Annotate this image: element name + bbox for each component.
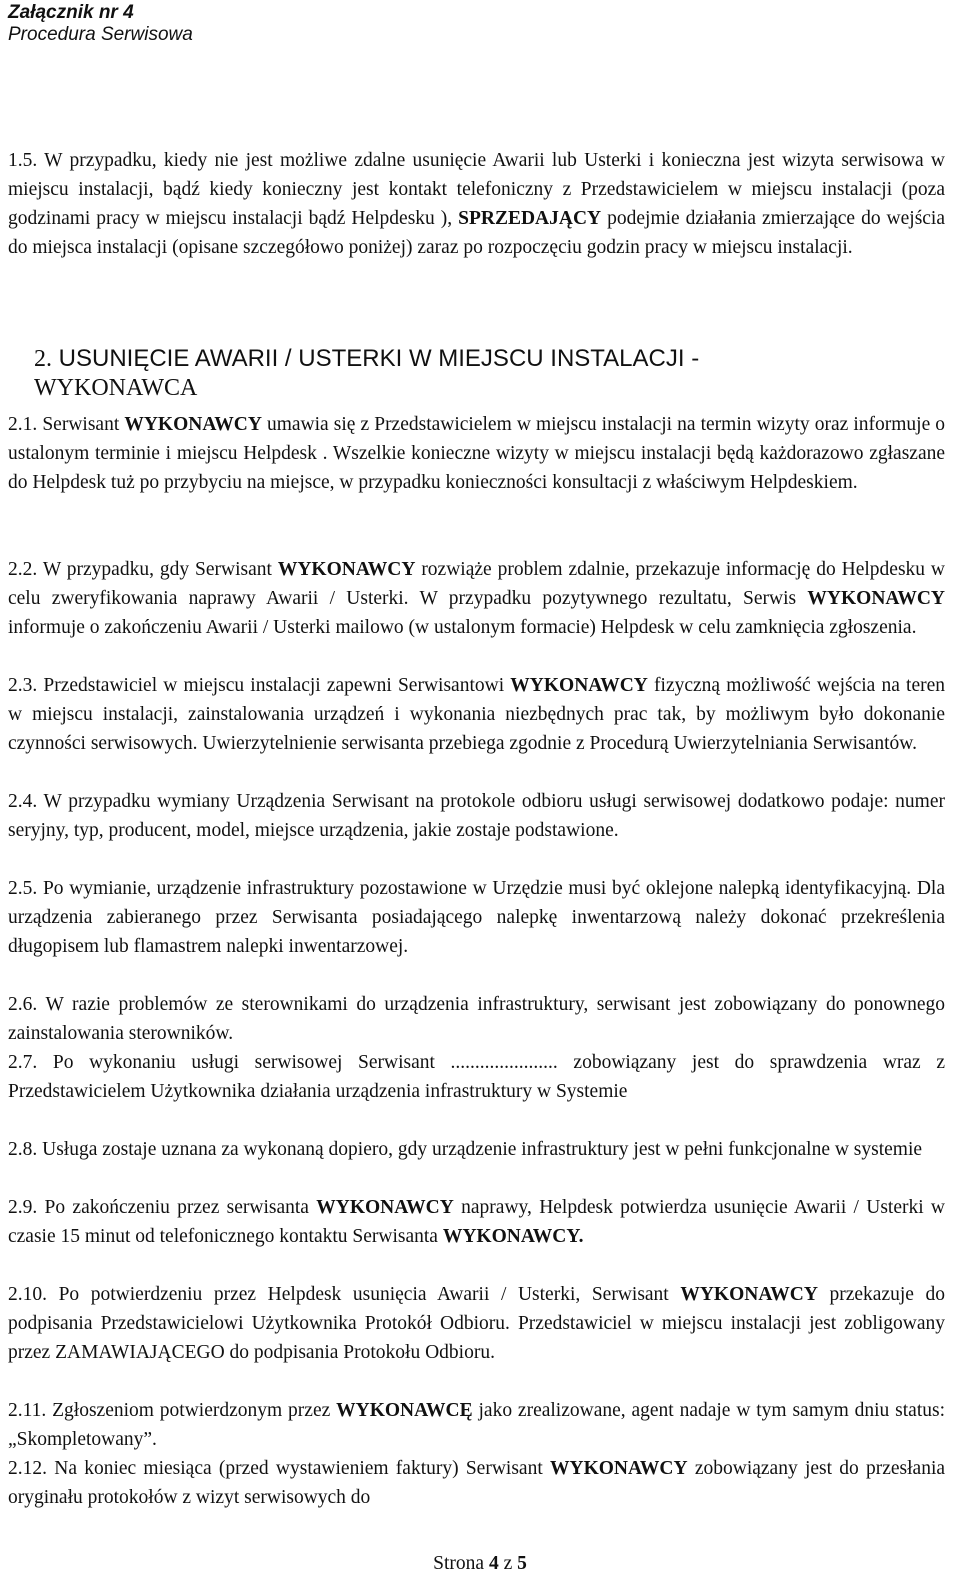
bold-term: SPRZEDAJĄCY bbox=[458, 208, 602, 229]
paragraph-2-6: 2.6. W razie problemów ze sterownikami do urządzenia infrastruktury, serwisant jest zobowiązany do ponownego zainstalowania sterowników. bbox=[8, 994, 945, 1044]
paragraph-2-3: 2.3. Przedstawiciel w miejscu instalacji zapewni Serwisantowi WYKONAWCY fizyczną możliwość wejścia na teren w miejscu instalacji, zainstalowania urządzeń i wykonania niezbędnych prac tak, by możliwym było dokonanie czynności serwisowych. Uwierzytelnienie serwisanta przebiega zgodnie z Procedurą Uwierzytelniania Serwisantów. bbox=[8, 675, 946, 754]
paragraph-2-9: 2.9. Po zakończeniu przez serwisanta WYKONAWCY naprawy, Helpdesk potwierdza usunięcie Awarii / Usterki w czasie 15 minut od telefonicznego kontaktu Serwisanta WYKONAWCY. bbox=[8, 1197, 946, 1247]
paragraph-2-12: 2.12. Na koniec miesiąca (przed wystawieniem faktury) Serwisant WYKONAWCY zobowiązany jest do przesłania oryginału protokołów z wizyt serwisowych do bbox=[8, 1458, 946, 1508]
paragraph-2-7: 2.7. Po wykonaniu usługi serwisowej Serwisant ...................... zobowiązany jest do sprawdzenia wraz z Przedstawicielem Użytkownika działania urządzenia infrastruktury w Systemie bbox=[8, 1052, 945, 1102]
document-title: Procedura Serwisowa bbox=[8, 24, 193, 45]
section-number: 1.5. bbox=[8, 150, 38, 171]
page-number: 4 bbox=[488, 1553, 499, 1574]
paragraph-2-11: 2.11. Zgłoszeniom potwierdzonym przez WYKONAWCĘ jako zrealizowane, agent nadaje w tym samym dniu status: „Skompletowany”. bbox=[8, 1400, 945, 1450]
paragraph-2-1: 2.1. Serwisant WYKONAWCY umawia się z Przedstawicielem w miejscu instalacji na termin wizyty oraz informuje o ustalonym terminie i miejscu Helpdesk . Wszelkie konieczne wizyty w miejscu instalacji będą każdorazowo zgłaszane do Helpdesk tuż po przybyciu na miejsce, w przypadku konieczności konsultacji z właściwym Helpdeskiem. bbox=[8, 414, 946, 493]
annex-label: Załącznik nr 4 bbox=[8, 2, 134, 23]
paragraph-2-10: 2.10. Po potwierdzeniu przez Helpdesk usunięcia Awarii / Usterki, Serwisant WYKONAWCY przekazuje do podpisania Przedstawicielowi Użytkownika Protokół Odbioru. Przedstawiciel w miejscu instalacji jest zobligowany przez ZAMAWIAJĄCEGO do podpisania Protokołu Odbioru. bbox=[8, 1284, 945, 1363]
document-header bbox=[8, 2, 193, 46]
section-heading: 2. USUNIĘCIE AWARII / USTERKI W MIEJSCU INSTALACJI - WYKONAWCA bbox=[34, 345, 700, 401]
page-footer: Strona 4 z 5 bbox=[433, 1553, 527, 1574]
paragraph-1-5: 1.5. W przypadku, kiedy nie jest możliwe zdalne usunięcie Awarii lub Usterki i konieczna jest wizyta serwisowa w miejscu instalacji, bądź kiedy konieczny jest kontakt telefoniczny z Przedstawicielem w miejscu instalacji (poza godzinami pracy w miejscu instalacji bądź Helpdesku ), SPRZEDAJĄCY podejmie działania zmierzające do wejścia do miejsca instalacji (opisane szczegółowo poniżej) zaraz po rozpoczęciu godzin pracy w miejscu instalacji. bbox=[8, 150, 946, 258]
page-total: 5 bbox=[517, 1553, 527, 1574]
paragraph-2-4: 2.4. W przypadku wymiany Urządzenia Serwisant na protokole odbioru usługi serwisowej dodatkowo podaje: numer seryjny, typ, producent, model, miejsce urządzenia, jakie zostaje podstawione. bbox=[8, 791, 945, 841]
paragraph-2-8: 2.8. Usługa zostaje uznana za wykonaną dopiero, gdy urządzenie infrastruktury jest w pełni funkcjonalne w systemie bbox=[8, 1139, 923, 1160]
paragraph-2-2: 2.2. W przypadku, gdy Serwisant WYKONAWCY rozwiąże problem zdalnie, przekazuje informację do Helpdesku w celu zweryfikowania naprawy Awarii / Usterki. W przypadku pozytywnego rezultatu, Serwis WYKONAWCY informuje o zakończeniu Awarii / Usterki mailowo (w ustalonym formacie) Helpdesk w celu zamknięcia zgłoszenia. bbox=[8, 559, 946, 638]
paragraph-2-5: 2.5. Po wymianie, urządzenie infrastruktury pozostawione w Urzędzie musi być oklejone nalepką identyfikacyjną. Dla urządzenia zabieranego przez Serwisanta posiadającego nalepkę inwentarzową należy dokonać przekreślenia długopisem lub flamastrem nalepki inwentarzowej. bbox=[8, 878, 945, 957]
